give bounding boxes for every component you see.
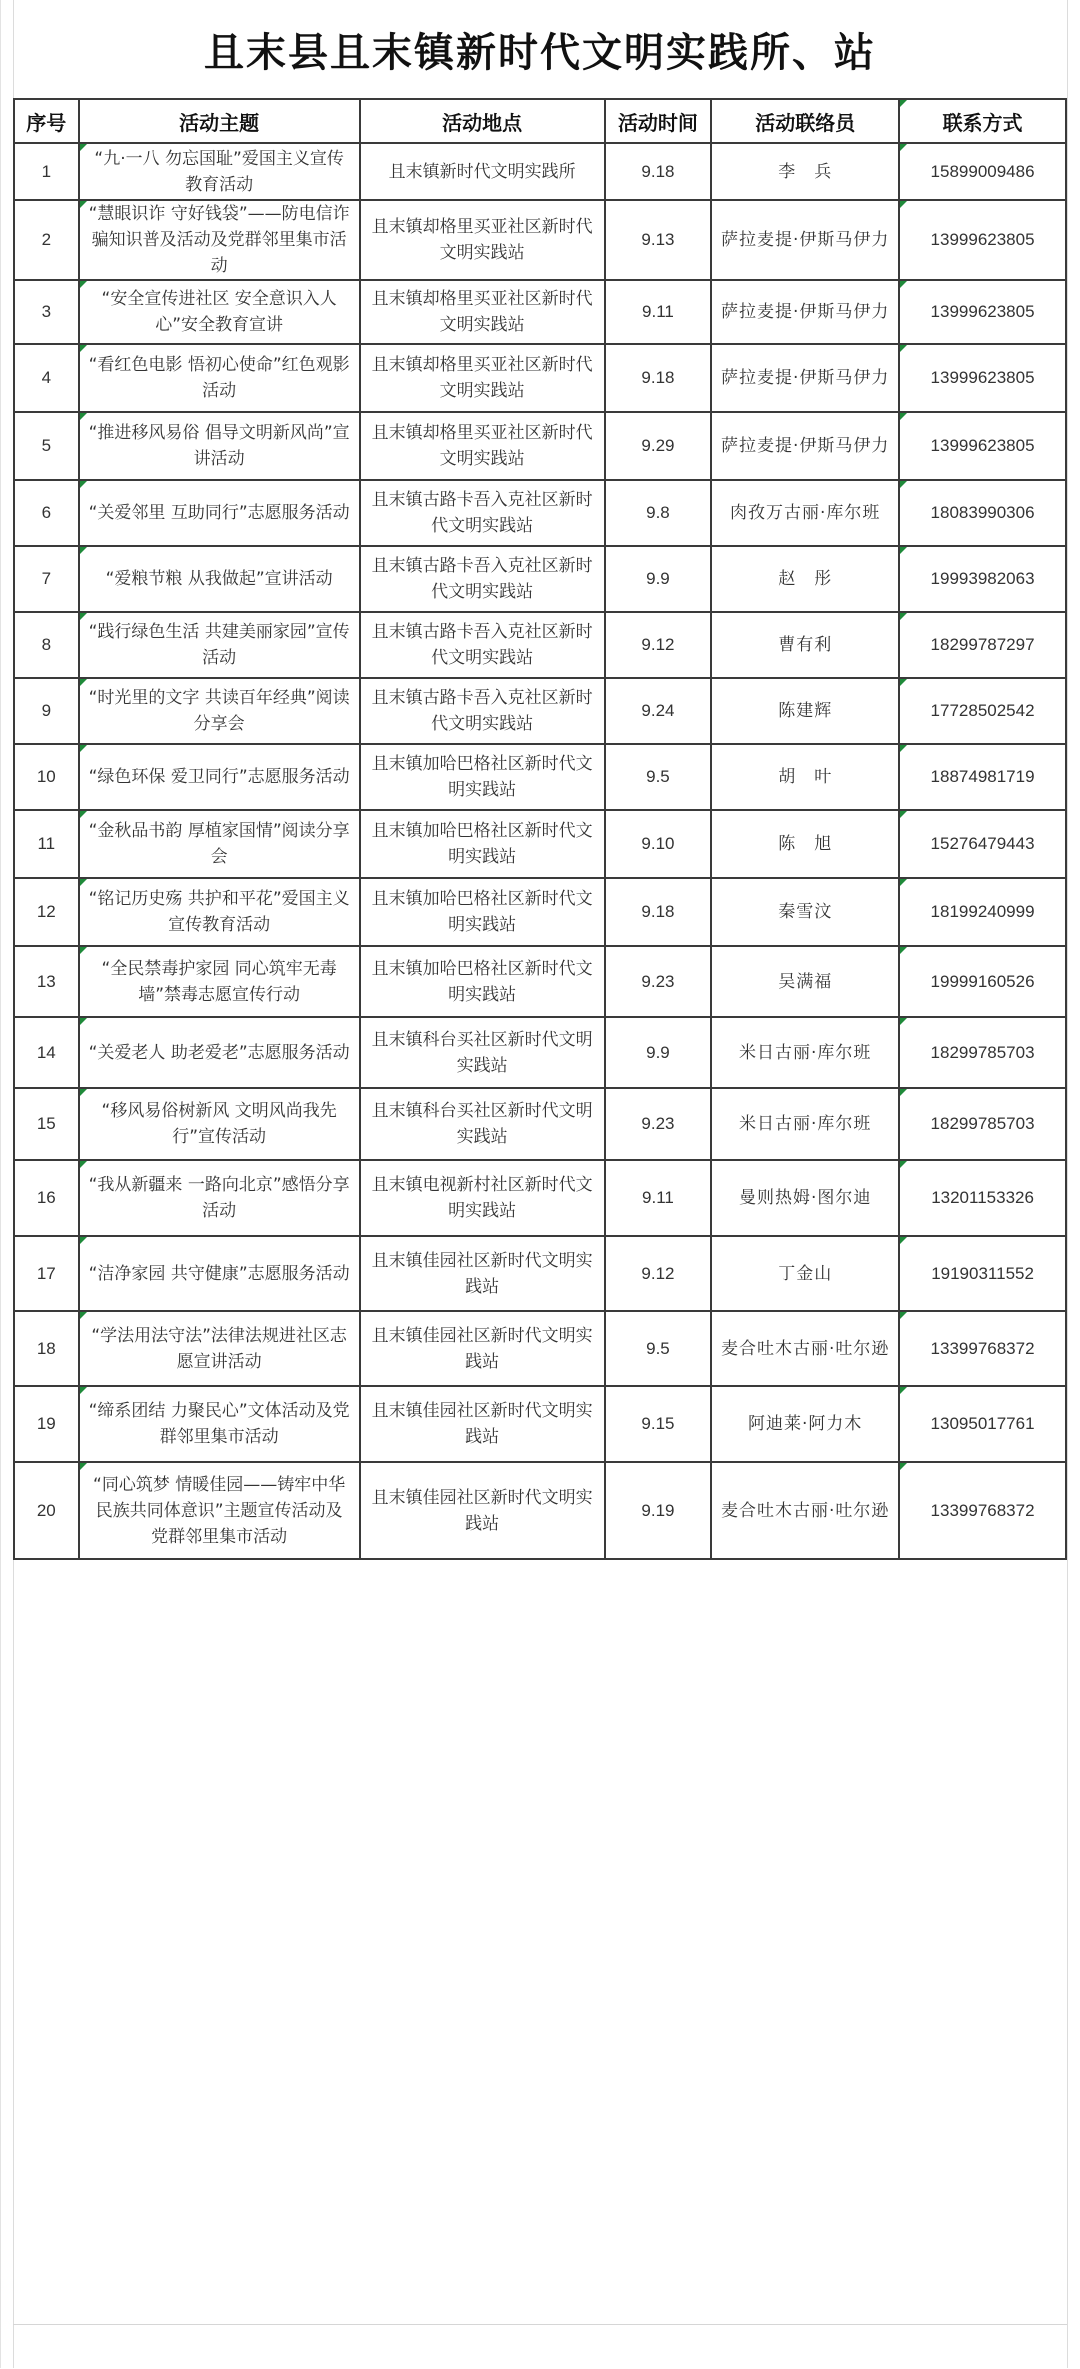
table-row — [14, 480, 1066, 546]
header-place: 活动地点 — [360, 99, 605, 143]
cell-place: 且末镇却格里买亚社区新时代文明实践站 — [360, 344, 605, 412]
cell-time: 9.12 — [605, 612, 712, 678]
cell-phone: 19993982063 — [899, 546, 1066, 612]
sheet-edge-right — [1067, 0, 1068, 2368]
table-row — [14, 1311, 1066, 1386]
table-row — [14, 1462, 1066, 1559]
cell-contact: 麦合吐木古丽·吐尔逊 — [711, 1311, 899, 1386]
table-row — [14, 1017, 1066, 1088]
cell-time: 9.18 — [605, 143, 712, 200]
cell-index: 5 — [14, 412, 79, 480]
cell-contact: 肉孜万古丽·库尔班 — [711, 480, 899, 546]
cell-index: 11 — [14, 810, 79, 878]
cell-phone: 19999160526 — [899, 946, 1066, 1017]
cell-topic: “全民禁毒护家园 同心筑牢无毒墙”禁毒志愿宣传行动 — [79, 946, 360, 1017]
cell-index: 12 — [14, 878, 79, 946]
cell-time: 9.9 — [605, 1017, 712, 1088]
cell-contact: 曹有利 — [711, 612, 899, 678]
cell-contact: 曼则热姆·图尔迪 — [711, 1160, 899, 1236]
cell-index: 10 — [14, 744, 79, 810]
table-row — [14, 1160, 1066, 1236]
cell-phone: 13999623805 — [899, 344, 1066, 412]
cell-phone: 17728502542 — [899, 678, 1066, 744]
cell-phone: 13999623805 — [899, 280, 1066, 344]
cell-topic: “缔系团结 力聚民心”文体活动及党群邻里集市活动 — [79, 1386, 360, 1462]
cell-topic: “金秋品书韵 厚植家国情”阅读分享会 — [79, 810, 360, 878]
cell-topic: “看红色电影 悟初心使命”红色观影活动 — [79, 344, 360, 412]
cell-phone: 18299785703 — [899, 1017, 1066, 1088]
cell-time: 9.24 — [605, 678, 712, 744]
cell-contact: 米日古丽·库尔班 — [711, 1017, 899, 1088]
cell-topic: “推进移风易俗 倡导文明新风尚”宣讲活动 — [79, 412, 360, 480]
cell-contact: 萨拉麦提·伊斯马伊力 — [711, 200, 899, 280]
cell-index: 19 — [14, 1386, 79, 1462]
cell-place: 且末镇加哈巴格社区新时代文明实践站 — [360, 946, 605, 1017]
cell-time: 9.23 — [605, 1088, 712, 1160]
cell-place: 且末镇加哈巴格社区新时代文明实践站 — [360, 878, 605, 946]
cell-topic: “爱粮节粮 从我做起”宣讲活动 — [79, 546, 360, 612]
title-row — [13, 0, 1067, 99]
cell-topic: “铭记历史殇 共护和平花”爱国主义宣传教育活动 — [79, 878, 360, 946]
cell-place: 且末镇却格里买亚社区新时代文明实践站 — [360, 200, 605, 280]
cell-topic: “时光里的文字 共读百年经典”阅读分享会 — [79, 678, 360, 744]
cell-topic: “践行绿色生活 共建美丽家园”宣传活动 — [79, 612, 360, 678]
cell-place: 且末镇古路卡吾入克社区新时代文明实践站 — [360, 612, 605, 678]
table-row — [14, 344, 1066, 412]
cell-place: 且末镇佳园社区新时代文明实践站 — [360, 1462, 605, 1559]
cell-topic: “关爱邻里 互助同行”志愿服务活动 — [79, 480, 360, 546]
cell-phone: 18083990306 — [899, 480, 1066, 546]
cell-place: 且末镇古路卡吾入克社区新时代文明实践站 — [360, 678, 605, 744]
cell-place: 且末镇科台买社区新时代文明实践站 — [360, 1017, 605, 1088]
cell-contact: 麦合吐木古丽·吐尔逊 — [711, 1462, 899, 1559]
cell-time: 9.23 — [605, 946, 712, 1017]
table-row — [14, 1386, 1066, 1462]
table-row — [14, 546, 1066, 612]
cell-topic: “学法用法守法”法律法规进社区志愿宣讲活动 — [79, 1311, 360, 1386]
header-time: 活动时间 — [605, 99, 712, 143]
cell-phone: 18299787297 — [899, 612, 1066, 678]
cell-phone: 19190311552 — [899, 1236, 1066, 1311]
cell-index: 16 — [14, 1160, 79, 1236]
cell-phone: 18299785703 — [899, 1088, 1066, 1160]
cell-contact: 胡 叶 — [711, 744, 899, 810]
cell-place: 且末镇新时代文明实践所 — [360, 143, 605, 200]
cell-contact: 陈 旭 — [711, 810, 899, 878]
cell-contact: 米日古丽·库尔班 — [711, 1088, 899, 1160]
cell-phone: 15899009486 — [899, 143, 1066, 200]
header-topic: 活动主题 — [79, 99, 360, 143]
cell-contact: 陈建辉 — [711, 678, 899, 744]
cell-topic: “移风易俗树新风 文明风尚我先行”宣传活动 — [79, 1088, 360, 1160]
cell-topic: “我从新疆来 一路向北京”感悟分享活动 — [79, 1160, 360, 1236]
table-row — [14, 678, 1066, 744]
cell-contact: 秦雪汶 — [711, 878, 899, 946]
cell-phone: 15276479443 — [899, 810, 1066, 878]
header-row — [14, 99, 1066, 143]
table-row — [14, 810, 1066, 878]
cell-topic: “绿色环保 爱卫同行”志愿服务活动 — [79, 744, 360, 810]
cell-contact: 丁金山 — [711, 1236, 899, 1311]
cell-topic: “九·一八 勿忘国耻”爱国主义宣传教育活动 — [79, 143, 360, 200]
cell-index: 1 — [14, 143, 79, 200]
table-row — [14, 200, 1066, 280]
table-row — [14, 878, 1066, 946]
cell-contact: 吴满福 — [711, 946, 899, 1017]
cell-place: 且末镇佳园社区新时代文明实践站 — [360, 1386, 605, 1462]
table-row — [14, 612, 1066, 678]
cell-contact: 萨拉麦提·伊斯马伊力 — [711, 344, 899, 412]
header-phone: 联系方式 — [899, 99, 1066, 143]
cell-index: 8 — [14, 612, 79, 678]
table-row — [14, 946, 1066, 1017]
table-row — [14, 744, 1066, 810]
cell-phone: 13999623805 — [899, 200, 1066, 280]
cell-time: 9.12 — [605, 1236, 712, 1311]
cell-topic: “洁净家园 共守健康”志愿服务活动 — [79, 1236, 360, 1311]
page-title: 且末县且末镇新时代文明实践所、站 — [204, 29, 876, 76]
table-row — [14, 1088, 1066, 1160]
cell-index: 20 — [14, 1462, 79, 1559]
cell-time: 9.5 — [605, 744, 712, 810]
cell-phone: 13399768372 — [899, 1311, 1066, 1386]
cell-place: 且末镇古路卡吾入克社区新时代文明实践站 — [360, 480, 605, 546]
cell-contact: 李 兵 — [711, 143, 899, 200]
cell-place: 且末镇佳园社区新时代文明实践站 — [360, 1311, 605, 1386]
cell-place: 且末镇古路卡吾入克社区新时代文明实践站 — [360, 546, 605, 612]
cell-index: 17 — [14, 1236, 79, 1311]
cell-topic: “同心筑梦 情暖佳园——铸牢中华民族共同体意识”主题宣传活动及党群邻里集市活动 — [79, 1462, 360, 1559]
cell-index: 2 — [14, 200, 79, 280]
cell-place: 且末镇却格里买亚社区新时代文明实践站 — [360, 412, 605, 480]
table-row — [14, 143, 1066, 200]
cell-time: 9.5 — [605, 1311, 712, 1386]
cell-place: 且末镇电视新村社区新时代文明实践站 — [360, 1160, 605, 1236]
cell-phone: 13095017761 — [899, 1386, 1066, 1462]
cell-index: 18 — [14, 1311, 79, 1386]
activity-table — [13, 98, 1067, 1560]
cell-time: 9.29 — [605, 412, 712, 480]
cell-contact: 阿迪莱·阿力木 — [711, 1386, 899, 1462]
cell-contact: 萨拉麦提·伊斯马伊力 — [711, 280, 899, 344]
cell-topic: “关爱老人 助老爱老”志愿服务活动 — [79, 1017, 360, 1088]
cell-index: 13 — [14, 946, 79, 1017]
cell-contact: 萨拉麦提·伊斯马伊力 — [711, 412, 899, 480]
cell-index: 15 — [14, 1088, 79, 1160]
empty-sheet-row — [13, 2324, 1067, 2369]
cell-time: 9.19 — [605, 1462, 712, 1559]
table-row — [14, 280, 1066, 344]
cell-phone: 13999623805 — [899, 412, 1066, 480]
cell-time: 9.18 — [605, 344, 712, 412]
cell-place: 且末镇科台买社区新时代文明实践站 — [360, 1088, 605, 1160]
header-contact: 活动联络员 — [711, 99, 899, 143]
cell-index: 7 — [14, 546, 79, 612]
cell-phone: 18199240999 — [899, 878, 1066, 946]
header-index: 序号 — [14, 99, 79, 143]
cell-topic: “安全宣传进社区 安全意识入人心”安全教育宣讲 — [79, 280, 360, 344]
cell-time: 9.13 — [605, 200, 712, 280]
cell-time: 9.11 — [605, 1160, 712, 1236]
cell-place: 且末镇加哈巴格社区新时代文明实践站 — [360, 810, 605, 878]
cell-topic: “慧眼识诈 守好钱袋”——防电信诈骗知识普及活动及党群邻里集市活动 — [79, 200, 360, 280]
table-row — [14, 1236, 1066, 1311]
cell-time: 9.11 — [605, 280, 712, 344]
cell-time: 9.18 — [605, 878, 712, 946]
cell-index: 4 — [14, 344, 79, 412]
cell-time: 9.10 — [605, 810, 712, 878]
cell-index: 9 — [14, 678, 79, 744]
cell-time: 9.8 — [605, 480, 712, 546]
table-body — [14, 143, 1066, 1559]
cell-index: 3 — [14, 280, 79, 344]
cell-phone: 18874981719 — [899, 744, 1066, 810]
cell-contact: 赵 彤 — [711, 546, 899, 612]
cell-time: 9.9 — [605, 546, 712, 612]
cell-place: 且末镇佳园社区新时代文明实践站 — [360, 1236, 605, 1311]
cell-place: 且末镇却格里买亚社区新时代文明实践站 — [360, 280, 605, 344]
cell-place: 且末镇加哈巴格社区新时代文明实践站 — [360, 744, 605, 810]
cell-index: 6 — [14, 480, 79, 546]
cell-phone: 13201153326 — [899, 1160, 1066, 1236]
cell-time: 9.15 — [605, 1386, 712, 1462]
table-row — [14, 412, 1066, 480]
cell-phone: 13399768372 — [899, 1462, 1066, 1559]
cell-index: 14 — [14, 1017, 79, 1088]
